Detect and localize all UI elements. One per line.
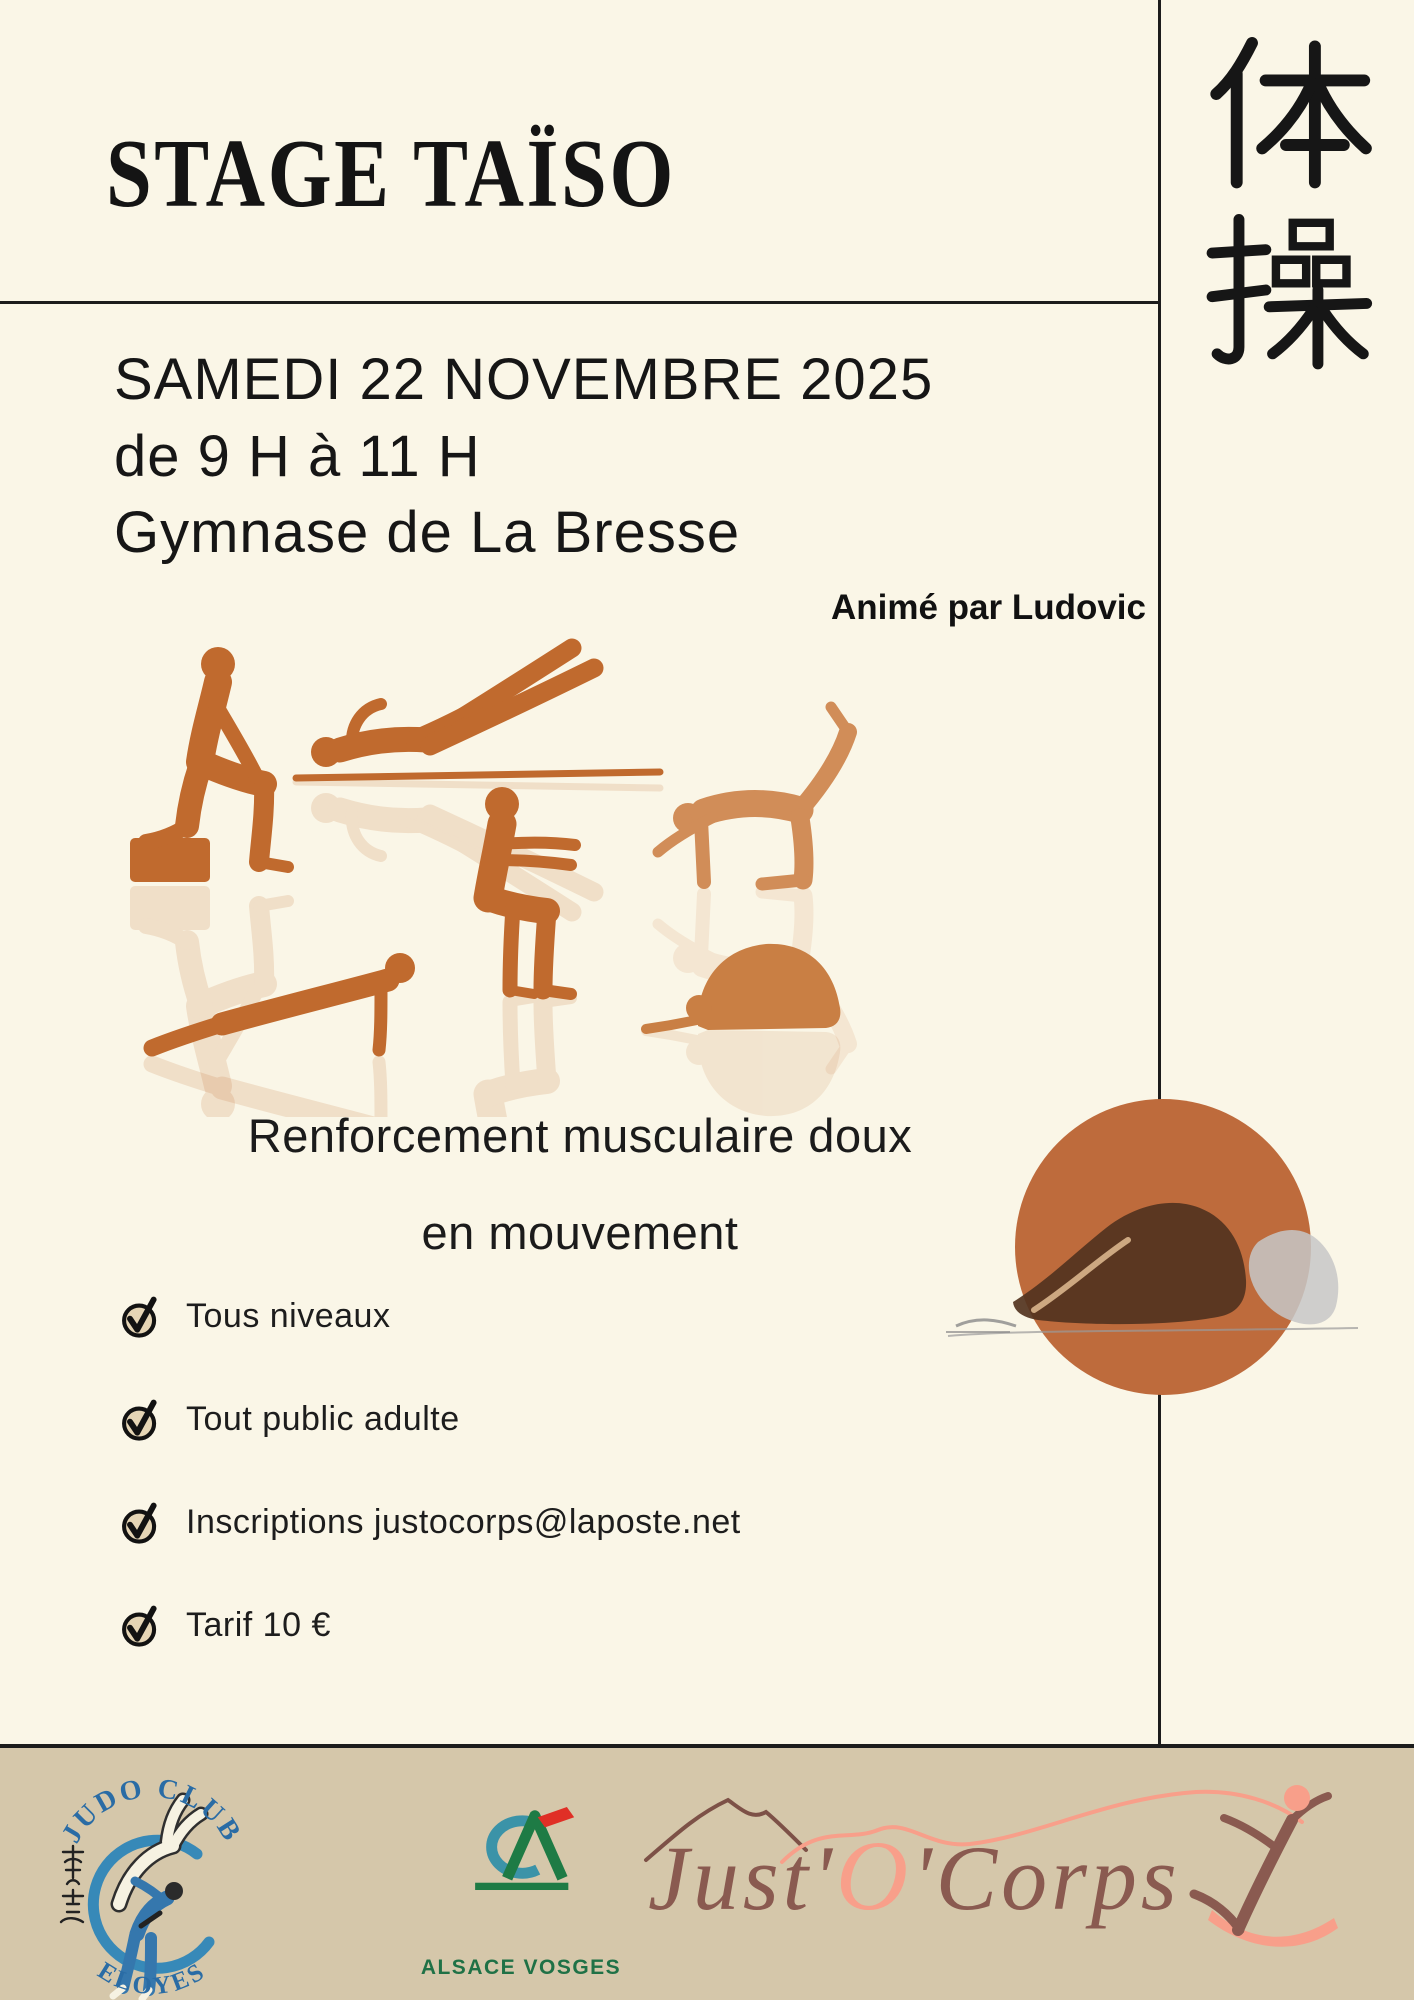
checklist-item xyxy=(120,1391,741,1447)
description-line1: Renforcement musculaire doux xyxy=(247,1109,913,1162)
sponsor-footer xyxy=(0,1744,1414,2000)
event-date: SAMEDI 22 NOVEMBRE 2025 xyxy=(114,347,934,412)
credit-agricole-emblem-icon xyxy=(446,1804,596,1893)
kanji-tai-icon xyxy=(1188,26,1384,196)
checklist-label: Tarif 10 € xyxy=(186,1605,331,1644)
judo-club-arc-text: JUDO CLUB xyxy=(55,1772,249,1849)
dancer-icon xyxy=(1194,1785,1338,1947)
justocorps-name: Just'O'Corps xyxy=(648,1820,1181,1931)
checklist-label: Tout public adulte xyxy=(186,1399,460,1438)
event-details xyxy=(114,342,933,572)
justocorps-o: O xyxy=(835,1820,913,1931)
description-line2: en mouvement xyxy=(421,1206,739,1259)
event-venue: Gymnase de La Bresse xyxy=(114,500,741,566)
eloyes-arc-text: ELOYES xyxy=(92,1957,212,2000)
exercise-silhouettes-illustration xyxy=(100,612,880,1117)
ca-region-label: ALSACE VOSGES xyxy=(420,1956,622,1979)
checklist-label: Inscriptions justocorps@laposte.net xyxy=(186,1502,741,1541)
judo-club-eloyes-logo xyxy=(46,1754,258,2000)
judo-kanji-icon xyxy=(61,1846,83,1922)
event-time: de 9 H à 11 H xyxy=(114,423,481,489)
check-icon xyxy=(120,1394,160,1444)
check-icon xyxy=(120,1497,160,1547)
stretching-person-sketch xyxy=(938,1130,1368,1370)
kanji-so-icon xyxy=(1188,206,1384,374)
check-icon xyxy=(120,1291,160,1341)
checklist-label: Tous niveaux xyxy=(186,1296,391,1335)
checklist xyxy=(120,1288,741,1700)
title-underline xyxy=(0,301,1160,304)
checklist-item xyxy=(120,1597,741,1653)
poster-title: STAGE TAÏSO xyxy=(106,120,676,228)
event-instructor: Animé par Ludovic xyxy=(830,588,1146,627)
taiso-kanji-calligraphy xyxy=(1188,26,1386,374)
checklist-item xyxy=(120,1288,741,1344)
check-icon xyxy=(120,1600,160,1650)
checklist-item xyxy=(120,1494,741,1550)
credit-agricole-logo xyxy=(420,1804,622,1979)
vertical-divider xyxy=(1158,0,1161,1744)
justocorps-logo xyxy=(640,1762,1354,1962)
